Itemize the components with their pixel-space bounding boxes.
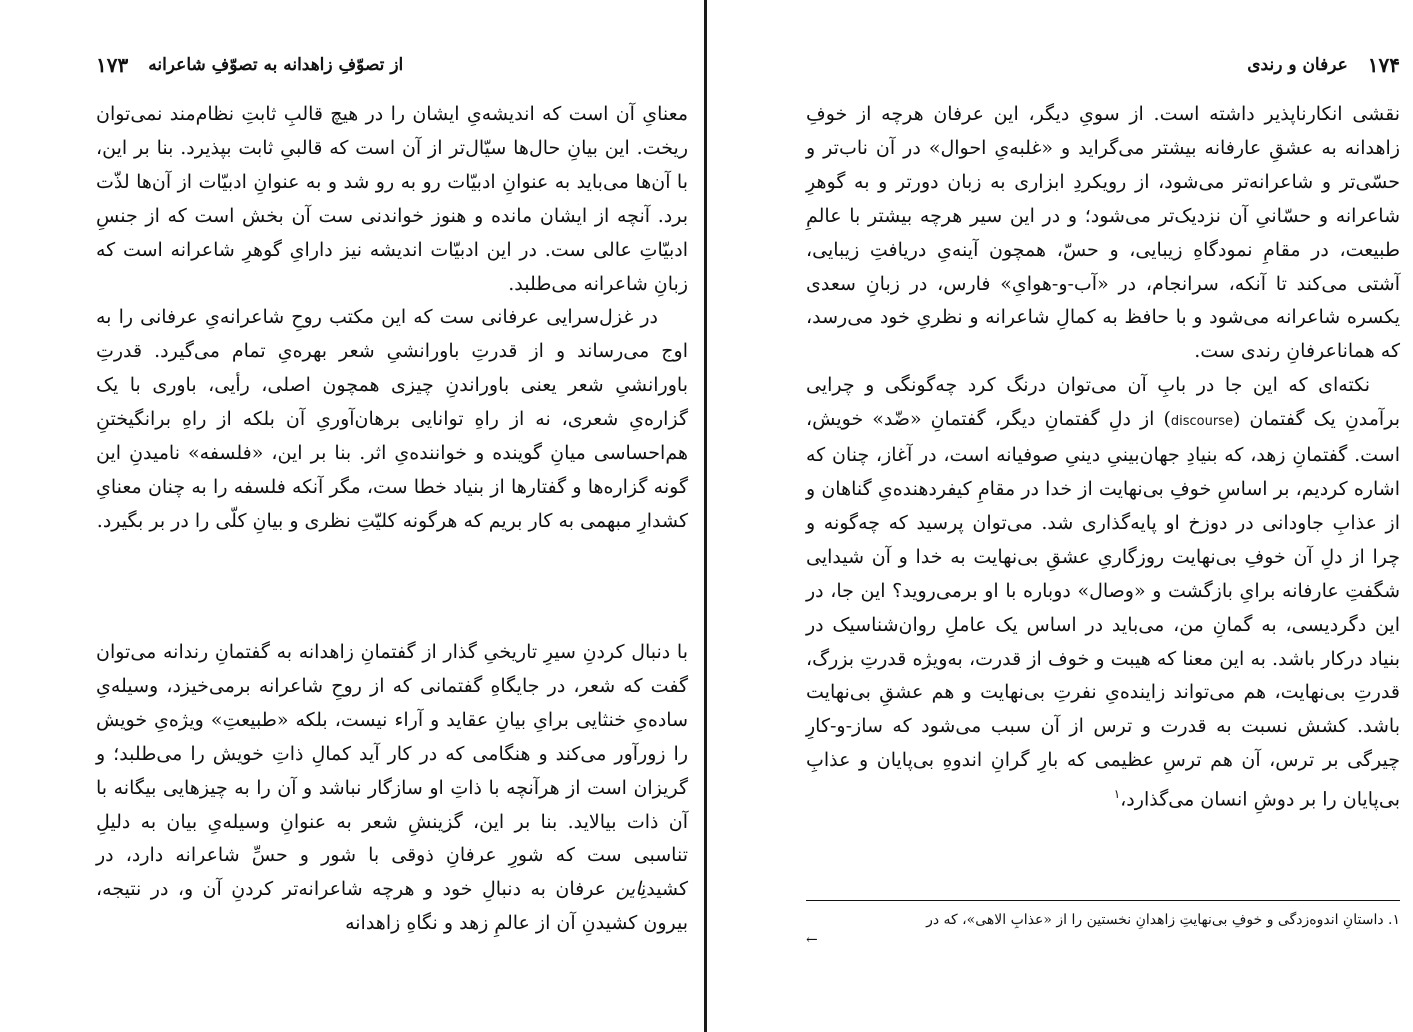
right-page-number: ۱۷۴: [1367, 53, 1400, 77]
left-page-header: [96, 50, 688, 80]
right-page-header: [806, 50, 1400, 80]
left-paragraph-3: [96, 636, 688, 941]
left-paragraph-2: در غزل‌سرایی عرفانی ست که این مکتب روحِ شاعرانه‌یِ عرفانی را به اوج می‌رساند و از قدرتِ باورانشیِ شعر بهره‌یِ تمام می‌گیرد. قدرتِ باورانشیِ شعر یعنی باوراندنِ چیزی همچون اصلی، رأیی، باوری با یک گزاره‌یِ شعری، نه از راهِ توانایی برهان‌آوریِ آن بلکه از راهِ برانگیختنِ هم‌احساسی میانِ گوینده و خواننده‌یِ اثر. بنا بر این، «فلسفه» نامیدنِ این گونه گزاره‌ها و گفتارها از بنیاد خطا ست، مگر آنکه فلسفه را به چنان معنایِ کشدارِ مبهمی به کار بریم که هرگونه کلیّتِ نظری و بیانِ کلّی را در بر بگیرد.: [96, 306, 688, 532]
right-body-text: [806, 98, 1400, 817]
right-paragraph-2: [806, 369, 1400, 817]
left-paragraph-3-emph: این: [615, 878, 641, 901]
right-paragraph-2-lead: نکته‌ای که این جا در بابِ آن می‌توان درنگ کرد چه‌گونگی و چرایی برآمدنِ یک گفتمان (: [806, 374, 1400, 431]
footnote-marker: ۱: [1113, 787, 1121, 802]
footnote-rule: [806, 900, 1400, 901]
left-body-text: [96, 98, 688, 539]
discourse-term: discourse: [1170, 414, 1233, 430]
left-body-text-second: [96, 636, 688, 941]
footnote-text: ۱. داستانِ اندوه‌زدگی و خوفِ بی‌نهایتِ زاهدانِ نخستین را از «عذابِ الاهی»، که در: [926, 912, 1400, 928]
left-paragraph-1: معنایِ آن است که اندیشه‌یِ ایشان را در هیچ قالبِ ثابتِ نظام‌مند نمی‌توان ریخت. این بیانِ حال‌ها سیّال‌تر از آن است که قالبیِ ثابت بپذیرد. بنا بر این، با آن‌ها می‌باید به عنوانِ ادبیّات رو به رو شد و به عنوانِ ادبیّات از آن‌ها لذّت برد. آنچه از ایشان مانده و هنوز خواندنی ست آن بخش است که از جنسِ ادبیّاتِ عالی ست. در این ادبیّات اندیشه نیز دارایِ گوهرِ شاعرانه است که زبانِ شاعرانه می‌طلبد.: [96, 103, 688, 295]
right-page: [806, 0, 1400, 1032]
left-page: [96, 0, 688, 1032]
right-paragraph-1: نقشی انکارناپذیر داشته است. از سویِ دیگر، این عرفان هرچه از خوفِ زاهدانه به عشقِ عارفانه بیشتر می‌گراید و «غلبه‌یِ احوال» در آن ناب‌تر و حسّی‌تر و شاعرانه‌تر می‌شود، از رویکردِ ابزاری به زبان دورتر و به گوهرِ شاعرانه و حسّانیِ آن نزدیک‌تر می‌شود؛ و در این سیر هرچه بیشتر با عالمِ طبیعت، در مقامِ نمودگاهِ زیبایی، و حسّ، همچون آینه‌یِ دریافتِ زیبایی، آشتی می‌کند تا آنکه، سرانجام، در «آب-و-هوایِ» فارس، در زبانِ سعدی یکسره شاعرانه می‌شود و با حافظ به کمالِ شاعرانه و نظریِ خود می‌رسد، که هماناعرفانِ رندی ست.: [806, 103, 1400, 363]
footnote-continue-arrow-icon: ←: [806, 932, 818, 948]
left-running-title: از تصوّفِ زاهدانه به تصوّفِ شاعرانه: [148, 55, 404, 75]
right-running-title: عرفان و رندی: [1247, 55, 1348, 75]
left-page-number: ۱۷۳: [96, 53, 129, 77]
left-paragraph-3-tail: عرفان به دنبالِ خود و هرچه شاعرانه‌تر کردنِ آن و، در نتیجه، بیرون کشیدنِ آن از عالمِ زهد و نگاهِ زاهدانه: [96, 878, 688, 935]
left-paragraph-3-lead: با دنبال کردنِ سیرِ تاریخیِ گذار از گفتمانِ زاهدانه به گفتمانِ رندانه می‌توان گفت که شعر، در جایگاهِ گفتمانی که از روحِ شاعرانه برمی‌خیزد، وسیله‌یِ ساده‌یِ خنثایی برایِ بیانِ عقاید و آراء نیست، بلکه «طبیعتِ» ویژه‌یِ خویش را زورآور می‌کند و هنگامی که در کار آید کمالِ ذاتِ خویش را می‌طلبد؛ و گریزان است از هرآنچه با ذاتِ او سازگار نباشد و آن را به چیزهایی بیگانه با آن ذات بیالاید. بنا بر این، گزینشِ شعر به عنوانِ وسیله‌یِ بیان به دلیلِ تناسبی ست که شورِ عرفانِ ذوقی با شور و حسِّ شاعرانه دارد، در کشیدنِ: [96, 641, 688, 901]
footnote: [806, 910, 1400, 950]
right-paragraph-2-tail: ) از دلِ گفتمانِ دیگر، گفتمانِ «ضّد» خویش، است. گفتمانِ زهد، که بنیادِ جهان‌بینیِ دینیِ صوفیانه است، در آغاز، چنان که اشاره کردیم، بر اساسِ خوفِ بی‌نهایت از خدا در مقامِ کیفردهنده‌یِ گناهان و از عذابِ جاودانی در دوزخ او پایه‌گذاری شد. می‌توان پرسید که چه‌گونه و چرا از دلِ آن خوفِ بی‌نهایت روزگاریِ عشقِ بی‌نهایت به خدا و آن شیدایی شگفتِ عارفانه برایِ بازگشت و «وصال» دوباره با او برمی‌روید؟ این جا، در این دگردیسی، به گمانِ من، می‌باید در اساس یک عاملِ روان‌شناسیک در بنیاد درکار باشد. به این معنا که هیبت و خوف از قدرت، به‌ویژه قدرتِ بزرگ، قدرتِ بی‌نهایت، هم می‌تواند زاینده‌یِ نفرتِ بی‌نهایت و هم عشقِ بی‌نهایت باشد. کشش نسبت به قدرت و ترس از آن سبب می‌شود که ساز-و-کارِ چیرگی بر ترس، آن هم ترسِ عظیمی که بارِ گرانِ اندوهِ بی‌پایان و عذابِ بی‌پایان را بر دوشِ انسان می‌گذارد،: [806, 408, 1400, 811]
book-gutter: [704, 0, 707, 1032]
